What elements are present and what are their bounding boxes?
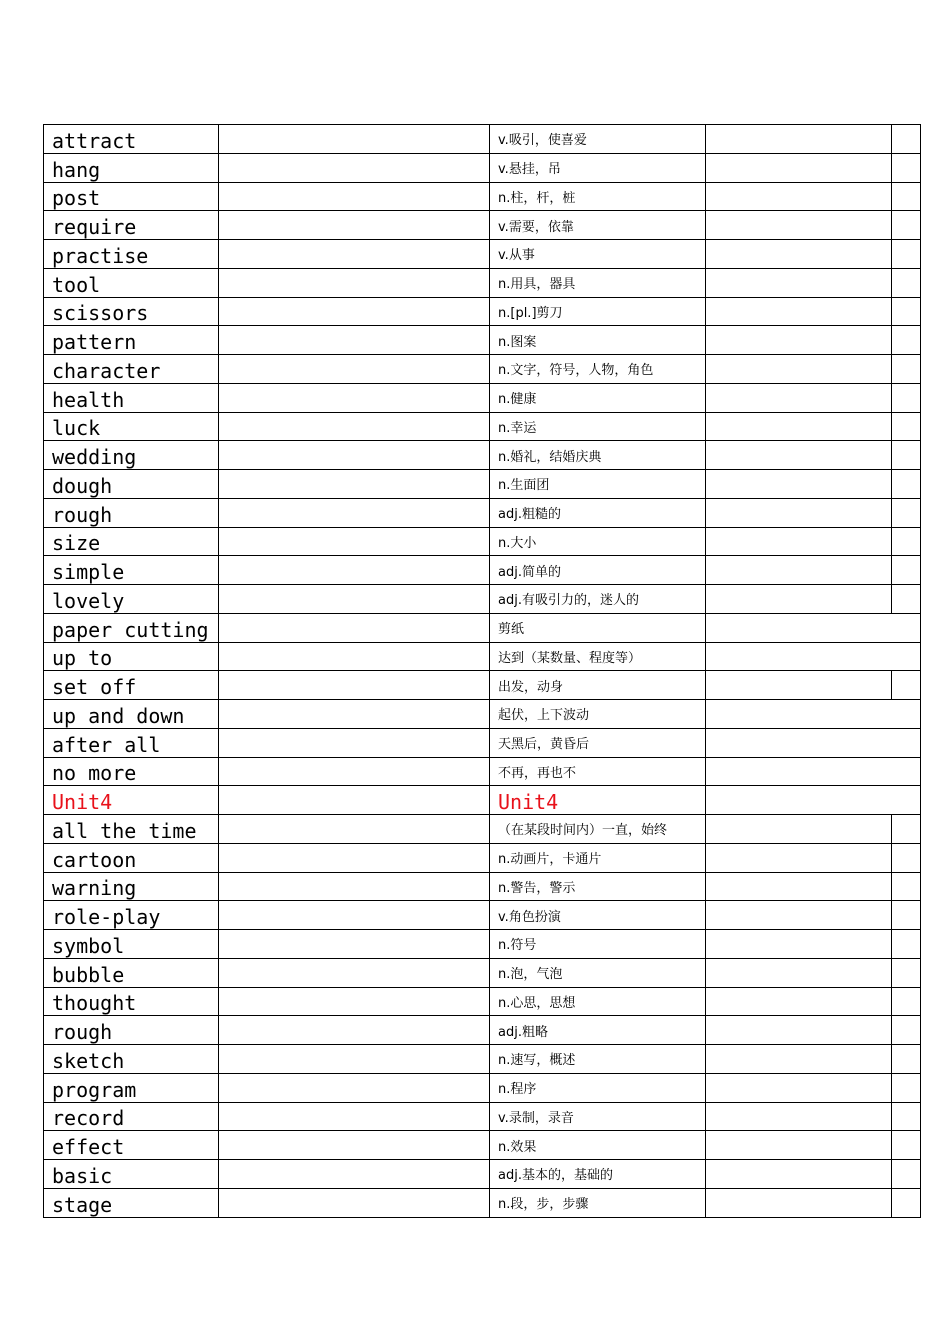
english-word: dough: [44, 470, 219, 499]
blank-cell: [219, 671, 490, 700]
blank-cell: [706, 326, 892, 355]
table-row: [44, 1073, 921, 1102]
blank-cell: [219, 556, 490, 585]
blank-cell: [219, 268, 490, 297]
blank-cell: [219, 700, 490, 729]
table-row: [44, 441, 921, 470]
chinese-meaning: 剪纸: [490, 613, 706, 642]
blank-cell: [706, 383, 892, 412]
table-row: [44, 326, 921, 355]
blank-cell: [892, 355, 921, 384]
blank-cell: [706, 1045, 892, 1074]
table-row: [44, 240, 921, 269]
english-word: set off: [44, 671, 219, 700]
blank-cell: [892, 240, 921, 269]
chinese-meaning: 天黑后，黄昏后: [490, 728, 706, 757]
chinese-meaning: adj.粗略: [490, 1016, 706, 1045]
blank-cell: [892, 930, 921, 959]
blank-cell: [892, 671, 921, 700]
blank-cell: [706, 527, 892, 556]
table-row: [44, 671, 921, 700]
table-row: [44, 585, 921, 614]
english-word: pattern: [44, 326, 219, 355]
chinese-meaning: n.幸运: [490, 412, 706, 441]
blank-cell: [219, 1045, 490, 1074]
chinese-meaning: （在某段时间内）一直，始终: [490, 815, 706, 844]
table-row: [44, 987, 921, 1016]
blank-cell: [219, 786, 490, 815]
chinese-meaning: adj.基本的，基础的: [490, 1160, 706, 1189]
table-row: [44, 1016, 921, 1045]
blank-cell: [706, 930, 892, 959]
blank-cell: [219, 613, 490, 642]
chinese-meaning: n.心思，思想: [490, 987, 706, 1016]
chinese-meaning: v.从事: [490, 240, 706, 269]
english-word: require: [44, 211, 219, 240]
chinese-meaning: n.符号: [490, 930, 706, 959]
blank-cell: [219, 1073, 490, 1102]
blank-cell: [892, 1160, 921, 1189]
english-word: wedding: [44, 441, 219, 470]
table-row: [44, 1045, 921, 1074]
table-row: [44, 1131, 921, 1160]
blank-cell: [706, 1102, 892, 1131]
blank-cell: [219, 297, 490, 326]
chinese-meaning: 不再，再也不: [490, 757, 706, 786]
blank-cell: [706, 153, 892, 182]
blank-cell: [892, 556, 921, 585]
blank-cell: [706, 125, 892, 154]
blank-cell: [219, 211, 490, 240]
english-word: stage: [44, 1188, 219, 1217]
chinese-meaning: v.录制，录音: [490, 1102, 706, 1131]
english-word: health: [44, 383, 219, 412]
table-row: [44, 355, 921, 384]
chinese-meaning: 起伏，上下波动: [490, 700, 706, 729]
table-row: [44, 843, 921, 872]
chinese-meaning: v.角色扮演: [490, 901, 706, 930]
english-word: sketch: [44, 1045, 219, 1074]
chinese-meaning: n.段，步，步骤: [490, 1188, 706, 1217]
blank-cell: [706, 1188, 892, 1217]
blank-cell: [219, 728, 490, 757]
blank-cell: [219, 1160, 490, 1189]
table-row: [44, 125, 921, 154]
blank-cell: [219, 383, 490, 412]
table-row: [44, 182, 921, 211]
chinese-meaning: v.悬挂，吊: [490, 153, 706, 182]
table-row: [44, 297, 921, 326]
blank-cell: [892, 987, 921, 1016]
blank-cell: [706, 872, 892, 901]
english-word: paper cutting: [44, 613, 219, 642]
vocabulary-table: [43, 124, 921, 1218]
table-row: [44, 527, 921, 556]
blank-cell: [219, 441, 490, 470]
blank-cell: [219, 757, 490, 786]
blank-cell: [219, 930, 490, 959]
table-row: [44, 700, 921, 729]
blank-cell: [706, 1016, 892, 1045]
blank-cell: [706, 901, 892, 930]
blank-cell: [219, 585, 490, 614]
english-word: luck: [44, 412, 219, 441]
chinese-meaning: n.图案: [490, 326, 706, 355]
chinese-meaning: n.柱，杆，桩: [490, 182, 706, 211]
vocabulary-table-body: [44, 125, 921, 1218]
blank-cell: [219, 470, 490, 499]
chinese-meaning: n.[pl.]剪刀: [490, 297, 706, 326]
blank-cell: [219, 153, 490, 182]
blank-cell: [892, 1073, 921, 1102]
blank-cell: [706, 1160, 892, 1189]
table-row: [44, 556, 921, 585]
blank-cell: [892, 1188, 921, 1217]
blank-cell: [219, 1016, 490, 1045]
blank-cell: [219, 412, 490, 441]
blank-cell: [706, 1131, 892, 1160]
blank-cell: [219, 1102, 490, 1131]
table-row: [44, 815, 921, 844]
blank-cell: [219, 642, 490, 671]
blank-cell: [706, 441, 892, 470]
table-row: [44, 757, 921, 786]
english-word: hang: [44, 153, 219, 182]
english-word: up and down: [44, 700, 219, 729]
table-row: [44, 930, 921, 959]
blank-cell: [219, 1131, 490, 1160]
blank-cell: [892, 872, 921, 901]
english-word: program: [44, 1073, 219, 1102]
chinese-meaning: n.警告，警示: [490, 872, 706, 901]
blank-cell: [892, 412, 921, 441]
english-word: role-play: [44, 901, 219, 930]
english-word: rough: [44, 1016, 219, 1045]
table-row: [44, 613, 921, 642]
table-row: [44, 1102, 921, 1131]
chinese-meaning: n.婚礼，结婚庆典: [490, 441, 706, 470]
blank-cell: [706, 412, 892, 441]
chinese-meaning: adj.简单的: [490, 556, 706, 585]
blank-cell: [892, 470, 921, 499]
english-word: bubble: [44, 958, 219, 987]
chinese-meaning: n.程序: [490, 1073, 706, 1102]
chinese-meaning: n.速写，概述: [490, 1045, 706, 1074]
english-word: basic: [44, 1160, 219, 1189]
chinese-meaning: adj.有吸引力的，迷人的: [490, 585, 706, 614]
blank-cell: [219, 355, 490, 384]
blank-cell: [892, 1131, 921, 1160]
blank-cell: [892, 326, 921, 355]
blank-cell: [706, 297, 892, 326]
blank-cell: [706, 642, 921, 671]
unit-heading-row: [44, 786, 921, 815]
blank-cell: [706, 843, 892, 872]
blank-cell: [892, 441, 921, 470]
english-word: tool: [44, 268, 219, 297]
chinese-meaning: n.动画片，卡通片: [490, 843, 706, 872]
chinese-meaning: n.用具，器具: [490, 268, 706, 297]
blank-cell: [706, 211, 892, 240]
blank-cell: [219, 815, 490, 844]
blank-cell: [892, 268, 921, 297]
unit-heading: Unit4: [44, 786, 219, 815]
blank-cell: [706, 585, 892, 614]
blank-cell: [219, 987, 490, 1016]
blank-cell: [892, 1045, 921, 1074]
chinese-meaning: 出发，动身: [490, 671, 706, 700]
english-word: up to: [44, 642, 219, 671]
table-row: [44, 412, 921, 441]
blank-cell: [219, 182, 490, 211]
blank-cell: [892, 383, 921, 412]
blank-cell: [219, 843, 490, 872]
english-word: lovely: [44, 585, 219, 614]
blank-cell: [706, 728, 921, 757]
english-word: character: [44, 355, 219, 384]
chinese-meaning: n.效果: [490, 1131, 706, 1160]
table-row: [44, 1160, 921, 1189]
blank-cell: [892, 843, 921, 872]
unit-heading: Unit4: [490, 786, 706, 815]
table-row: [44, 728, 921, 757]
blank-cell: [219, 958, 490, 987]
english-word: practise: [44, 240, 219, 269]
english-word: symbol: [44, 930, 219, 959]
blank-cell: [706, 1073, 892, 1102]
blank-cell: [892, 498, 921, 527]
english-word: after all: [44, 728, 219, 757]
blank-cell: [892, 125, 921, 154]
table-row: [44, 383, 921, 412]
english-word: effect: [44, 1131, 219, 1160]
blank-cell: [706, 987, 892, 1016]
blank-cell: [706, 268, 892, 297]
blank-cell: [706, 240, 892, 269]
blank-cell: [892, 1102, 921, 1131]
blank-cell: [892, 815, 921, 844]
blank-cell: [706, 786, 921, 815]
blank-cell: [706, 958, 892, 987]
blank-cell: [892, 901, 921, 930]
blank-cell: [706, 700, 921, 729]
table-row: [44, 153, 921, 182]
table-row: [44, 1188, 921, 1217]
chinese-meaning: n.泡，气泡: [490, 958, 706, 987]
blank-cell: [892, 585, 921, 614]
blank-cell: [892, 958, 921, 987]
chinese-meaning: v.吸引，使喜爱: [490, 125, 706, 154]
blank-cell: [892, 182, 921, 211]
blank-cell: [706, 182, 892, 211]
english-word: thought: [44, 987, 219, 1016]
chinese-meaning: n.健康: [490, 383, 706, 412]
blank-cell: [706, 671, 892, 700]
blank-cell: [219, 125, 490, 154]
english-word: size: [44, 527, 219, 556]
table-row: [44, 268, 921, 297]
blank-cell: [219, 240, 490, 269]
blank-cell: [219, 901, 490, 930]
english-word: warning: [44, 872, 219, 901]
chinese-meaning: n.大小: [490, 527, 706, 556]
table-row: [44, 498, 921, 527]
blank-cell: [892, 297, 921, 326]
english-word: all the time: [44, 815, 219, 844]
english-word: record: [44, 1102, 219, 1131]
table-row: [44, 470, 921, 499]
blank-cell: [706, 355, 892, 384]
blank-cell: [219, 326, 490, 355]
blank-cell: [706, 470, 892, 499]
table-row: [44, 958, 921, 987]
table-row: [44, 211, 921, 240]
english-word: simple: [44, 556, 219, 585]
chinese-meaning: adj.粗糙的: [490, 498, 706, 527]
blank-cell: [706, 498, 892, 527]
blank-cell: [892, 211, 921, 240]
table-row: [44, 872, 921, 901]
blank-cell: [892, 153, 921, 182]
blank-cell: [219, 1188, 490, 1217]
chinese-meaning: v.需要，依靠: [490, 211, 706, 240]
blank-cell: [892, 527, 921, 556]
chinese-meaning: 达到（某数量、程度等）: [490, 642, 706, 671]
chinese-meaning: n.文字，符号，人物，角色: [490, 355, 706, 384]
blank-cell: [219, 872, 490, 901]
blank-cell: [219, 498, 490, 527]
english-word: scissors: [44, 297, 219, 326]
english-word: cartoon: [44, 843, 219, 872]
english-word: rough: [44, 498, 219, 527]
blank-cell: [219, 527, 490, 556]
english-word: no more: [44, 757, 219, 786]
chinese-meaning: n.生面团: [490, 470, 706, 499]
blank-cell: [706, 815, 892, 844]
blank-cell: [706, 613, 921, 642]
blank-cell: [892, 1016, 921, 1045]
blank-cell: [706, 556, 892, 585]
table-row: [44, 642, 921, 671]
table-row: [44, 901, 921, 930]
blank-cell: [706, 757, 921, 786]
english-word: post: [44, 182, 219, 211]
english-word: attract: [44, 125, 219, 154]
